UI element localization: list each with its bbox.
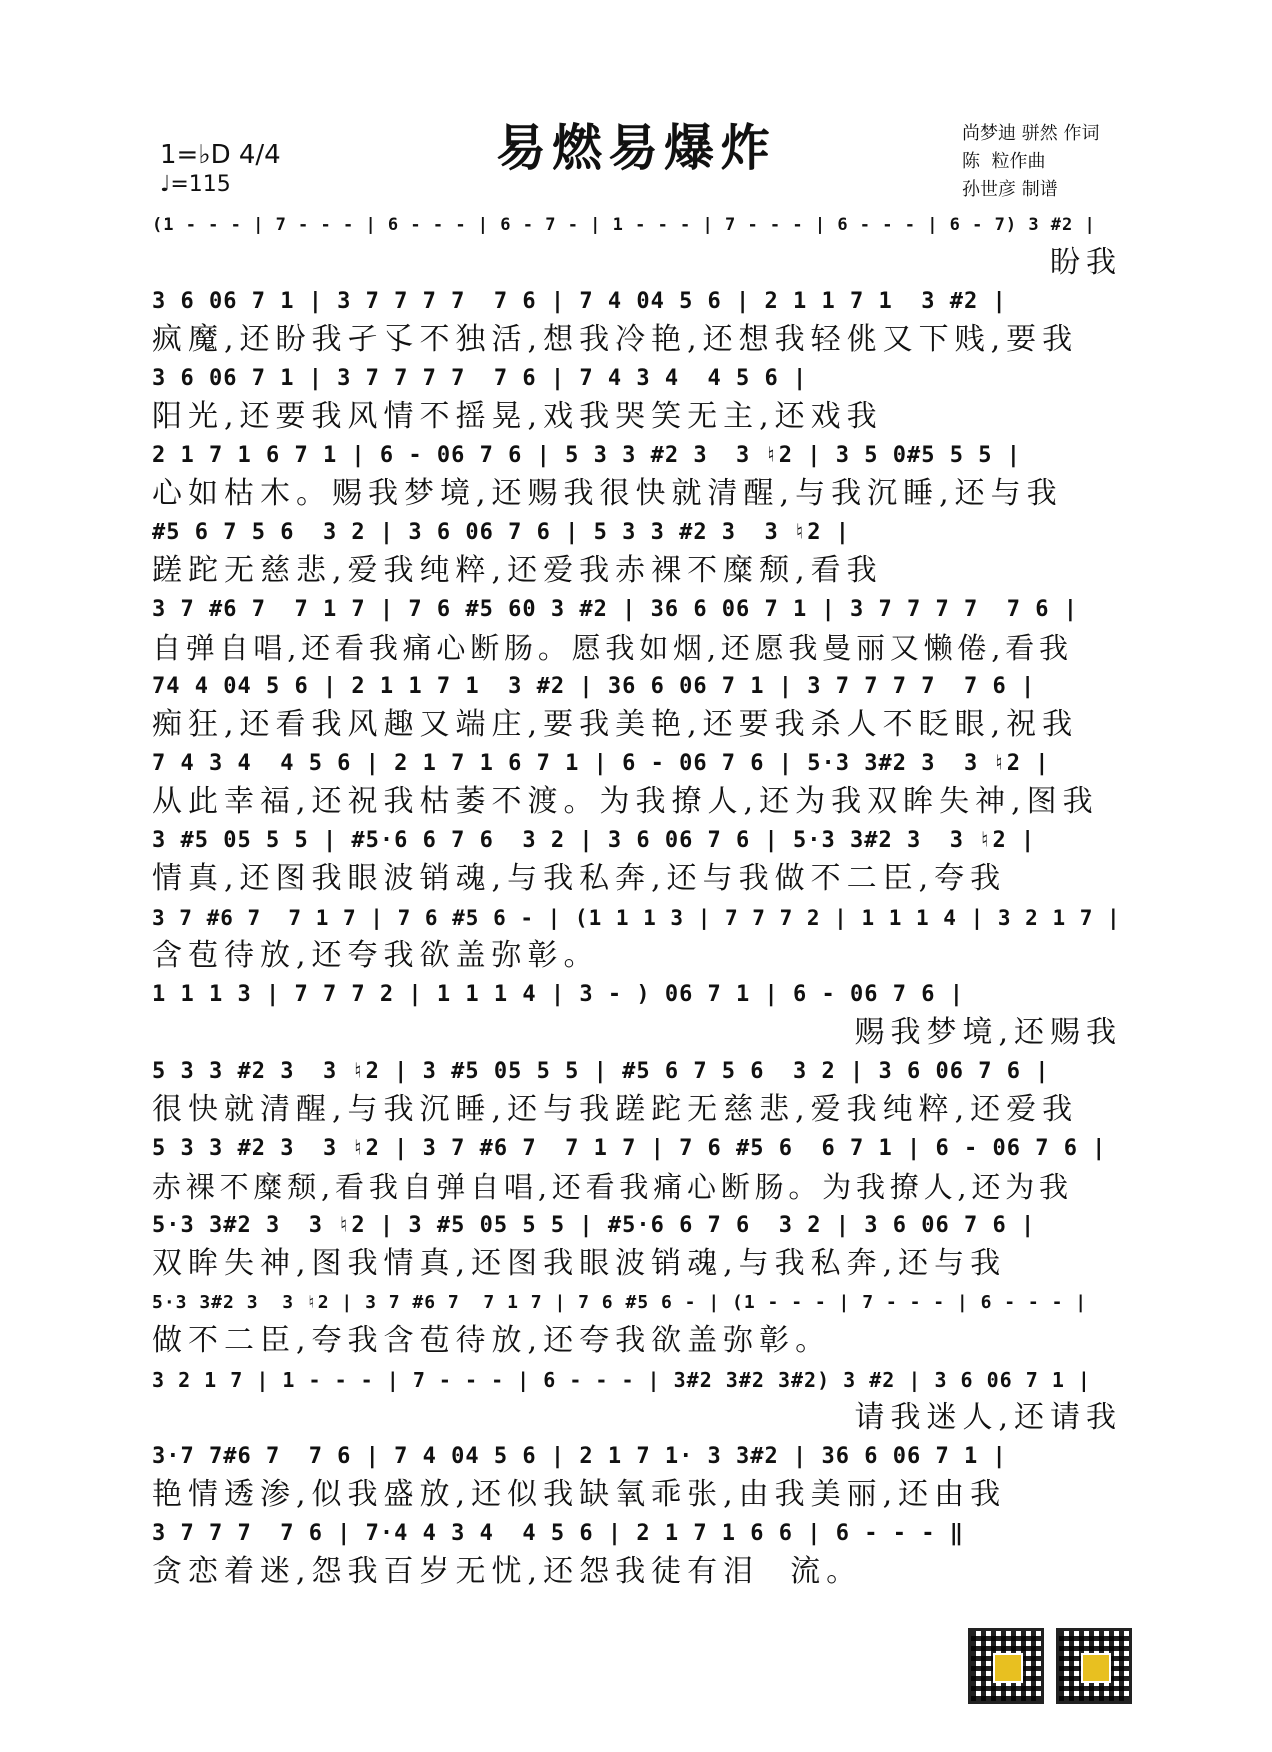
notation-row: 3 #5 05 5 5 | #5·6 6 7 6 3 2 | 3 6 06 7 6 | 5·3 3#2 3 3 ♮2 | xyxy=(152,828,1036,853)
credit-music: 陈 粒作曲 xyxy=(962,151,1046,172)
qr-code-icon xyxy=(968,1628,1044,1704)
notation-row: 3 7 #6 7 7 1 7 | 7 6 #5 6 - | (1 1 1 3 | 7 7 7 2 | 1 1 1 4 | 3 2 1 7 | xyxy=(152,906,1121,930)
notation-row: 5 3 3 #2 3 3 ♮2 | 3 #5 05 5 5 | #5 6 7 5 6 3 2 | 3 6 06 7 6 | xyxy=(152,1059,1050,1084)
notation-row: 1 1 1 3 | 7 7 7 2 | 1 1 1 4 | 3 - ) 06 7 1 | 6 - 06 7 6 | xyxy=(152,982,964,1007)
notation-row: 3 6 06 7 1 | 3 7 7 7 7 7 6 | 7 4 3 4 4 5 6 | xyxy=(152,366,808,391)
key-signature: 1=♭D 4/4 xyxy=(160,140,281,170)
song-title: 易燃易爆炸 xyxy=(496,118,776,177)
lyric-row: 很快就清醒,与我沉睡,还与我蹉跎无慈悲,爱我纯粹,还爱我 xyxy=(152,1092,1079,1127)
score-line xyxy=(152,978,1122,1054)
score-line xyxy=(152,439,1122,515)
score-line xyxy=(152,285,1122,361)
tempo-marking: ♩=115 xyxy=(160,172,231,197)
lyric-row: 赤裸不糜颓,看我自弹自唱,还看我痛心断肠。为我撩人,还为我 xyxy=(152,1170,1073,1204)
score-line xyxy=(152,1517,1122,1593)
score-line xyxy=(152,1440,1122,1516)
score-line xyxy=(152,1286,1122,1362)
score-line xyxy=(152,747,1122,823)
lyric-row: 请我迷人,还请我 xyxy=(854,1400,1122,1435)
lyric-row: 赐我梦境,还赐我 xyxy=(854,1015,1122,1050)
lyric-row: 痴狂,还看我风趣又端庄,要我美艳,还要我杀人不眨眼,祝我 xyxy=(152,707,1079,742)
score-line xyxy=(152,1209,1122,1285)
notation-row: #5 6 7 5 6 3 2 | 3 6 06 7 6 | 5 3 3 #2 3 3 ♮2 | xyxy=(152,520,851,545)
qr-code-icon xyxy=(1056,1628,1132,1704)
notation-row: 3 2 1 7 | 1 - - - | 7 - - - | 6 - - - | 3#2 3#2 3#2) 3 #2 | 3 6 06 7 1 | xyxy=(152,1368,1091,1392)
score-line xyxy=(152,516,1122,592)
score-line xyxy=(152,1055,1122,1131)
lyric-row: 蹉跎无慈悲,爱我纯粹,还爱我赤裸不糜颓,看我 xyxy=(152,553,883,588)
lyric-row: 贪恋着迷,怨我百岁无忧,还怨我徒有泪 流。 xyxy=(152,1554,863,1589)
lyric-row: 艳情透渗,似我盛放,还似我缺氧乖张,由我美丽,还由我 xyxy=(152,1477,1007,1512)
credits xyxy=(962,120,1099,204)
lyric-row: 自弹自唱,还看我痛心断肠。愿我如烟,还愿我曼丽又懒倦,看我 xyxy=(152,631,1073,665)
lyric-row: 双眸失神,图我情真,还图我眼波销魂,与我私奔,还与我 xyxy=(152,1246,1007,1281)
score-line xyxy=(152,593,1122,669)
notation-row: 5·3 3#2 3 3 ♮2 | 3 #5 05 5 5 | #5·6 6 7 6 3 2 | 3 6 06 7 6 | xyxy=(152,1213,1036,1238)
score-line xyxy=(152,208,1122,284)
notation-row: (1 - - - | 7 - - - | 6 - - - | 6 - 7 - | 1 - - - | 7 - - - | 6 - - - | 6 - 7) 3 #2 | xyxy=(152,215,1096,235)
credit-lyrics: 尚梦迪 骈然 作词 xyxy=(962,123,1100,144)
score-line xyxy=(152,1132,1122,1208)
notation-row: 2 1 7 1 6 7 1 | 6 - 06 7 6 | 5 3 3 #2 3 3 ♮2 | 3 5 0#5 5 5 | xyxy=(152,443,1021,468)
notation-row: 74 4 04 5 6 | 2 1 1 7 1 3 #2 | 36 6 06 7 1 | 3 7 7 7 7 7 6 | xyxy=(152,674,1036,699)
score-line xyxy=(152,824,1122,900)
score-line xyxy=(152,1363,1122,1439)
score-line xyxy=(152,670,1122,746)
lyric-row: 疯魔,还盼我孑孓不独活,想我冷艳,还想我轻佻又下贱,要我 xyxy=(152,322,1079,357)
notation-row: 7 4 3 4 4 5 6 | 2 1 7 1 6 7 1 | 6 - 06 7 6 | 5·3 3#2 3 3 ♮2 | xyxy=(152,751,1050,776)
notation-row: 5·3 3#2 3 3 ♮2 | 3 7 #6 7 7 1 7 | 7 6 #5 6 - | (1 - - - | 7 - - - | 6 - - - | xyxy=(152,1292,1088,1313)
credit-score: 孙世彦 制谱 xyxy=(962,179,1058,200)
lyric-row: 心如枯木。赐我梦境,还赐我很快就清醒,与我沉睡,还与我 xyxy=(152,476,1063,511)
notation-row: 3·7 7#6 7 7 6 | 7 4 04 5 6 | 2 1 7 1· 3 3#2 | 36 6 06 7 1 | xyxy=(152,1444,1007,1469)
lyric-row: 含苞待放,还夸我欲盖弥彰。 xyxy=(152,938,600,973)
lyric-row: 盼我 xyxy=(1050,245,1122,280)
lyric-row: 做不二臣,夸我含苞待放,还夸我欲盖弥彰。 xyxy=(152,1323,832,1358)
notation-row: 3 7 #6 7 7 1 7 | 7 6 #5 60 3 #2 | 36 6 06 7 1 | 3 7 7 7 7 7 6 | xyxy=(152,597,1078,622)
notation-row: 3 7 7 7 7 6 | 7·4 4 3 4 4 5 6 | 2 1 7 1 6 6 | 6 - - - ‖ xyxy=(152,1521,964,1546)
notation-row: 3 6 06 7 1 | 3 7 7 7 7 7 6 | 7 4 04 5 6 | 2 1 1 7 1 3 #2 | xyxy=(152,289,1007,314)
lyric-row: 从此幸福,还祝我枯萎不渡。为我撩人,还为我双眸失神,图我 xyxy=(152,784,1099,819)
notation-row: 5 3 3 #2 3 3 ♮2 | 3 7 #6 7 7 1 7 | 7 6 #5 6 6 7 1 | 6 - 06 7 6 | xyxy=(152,1136,1107,1161)
lyric-row: 阳光,还要我风情不摇晃,戏我哭笑无主,还戏我 xyxy=(152,399,883,434)
score-line xyxy=(152,362,1122,438)
score-line xyxy=(152,901,1122,977)
lyric-row: 情真,还图我眼波销魂,与我私奔,还与我做不二臣,夸我 xyxy=(152,861,1007,896)
